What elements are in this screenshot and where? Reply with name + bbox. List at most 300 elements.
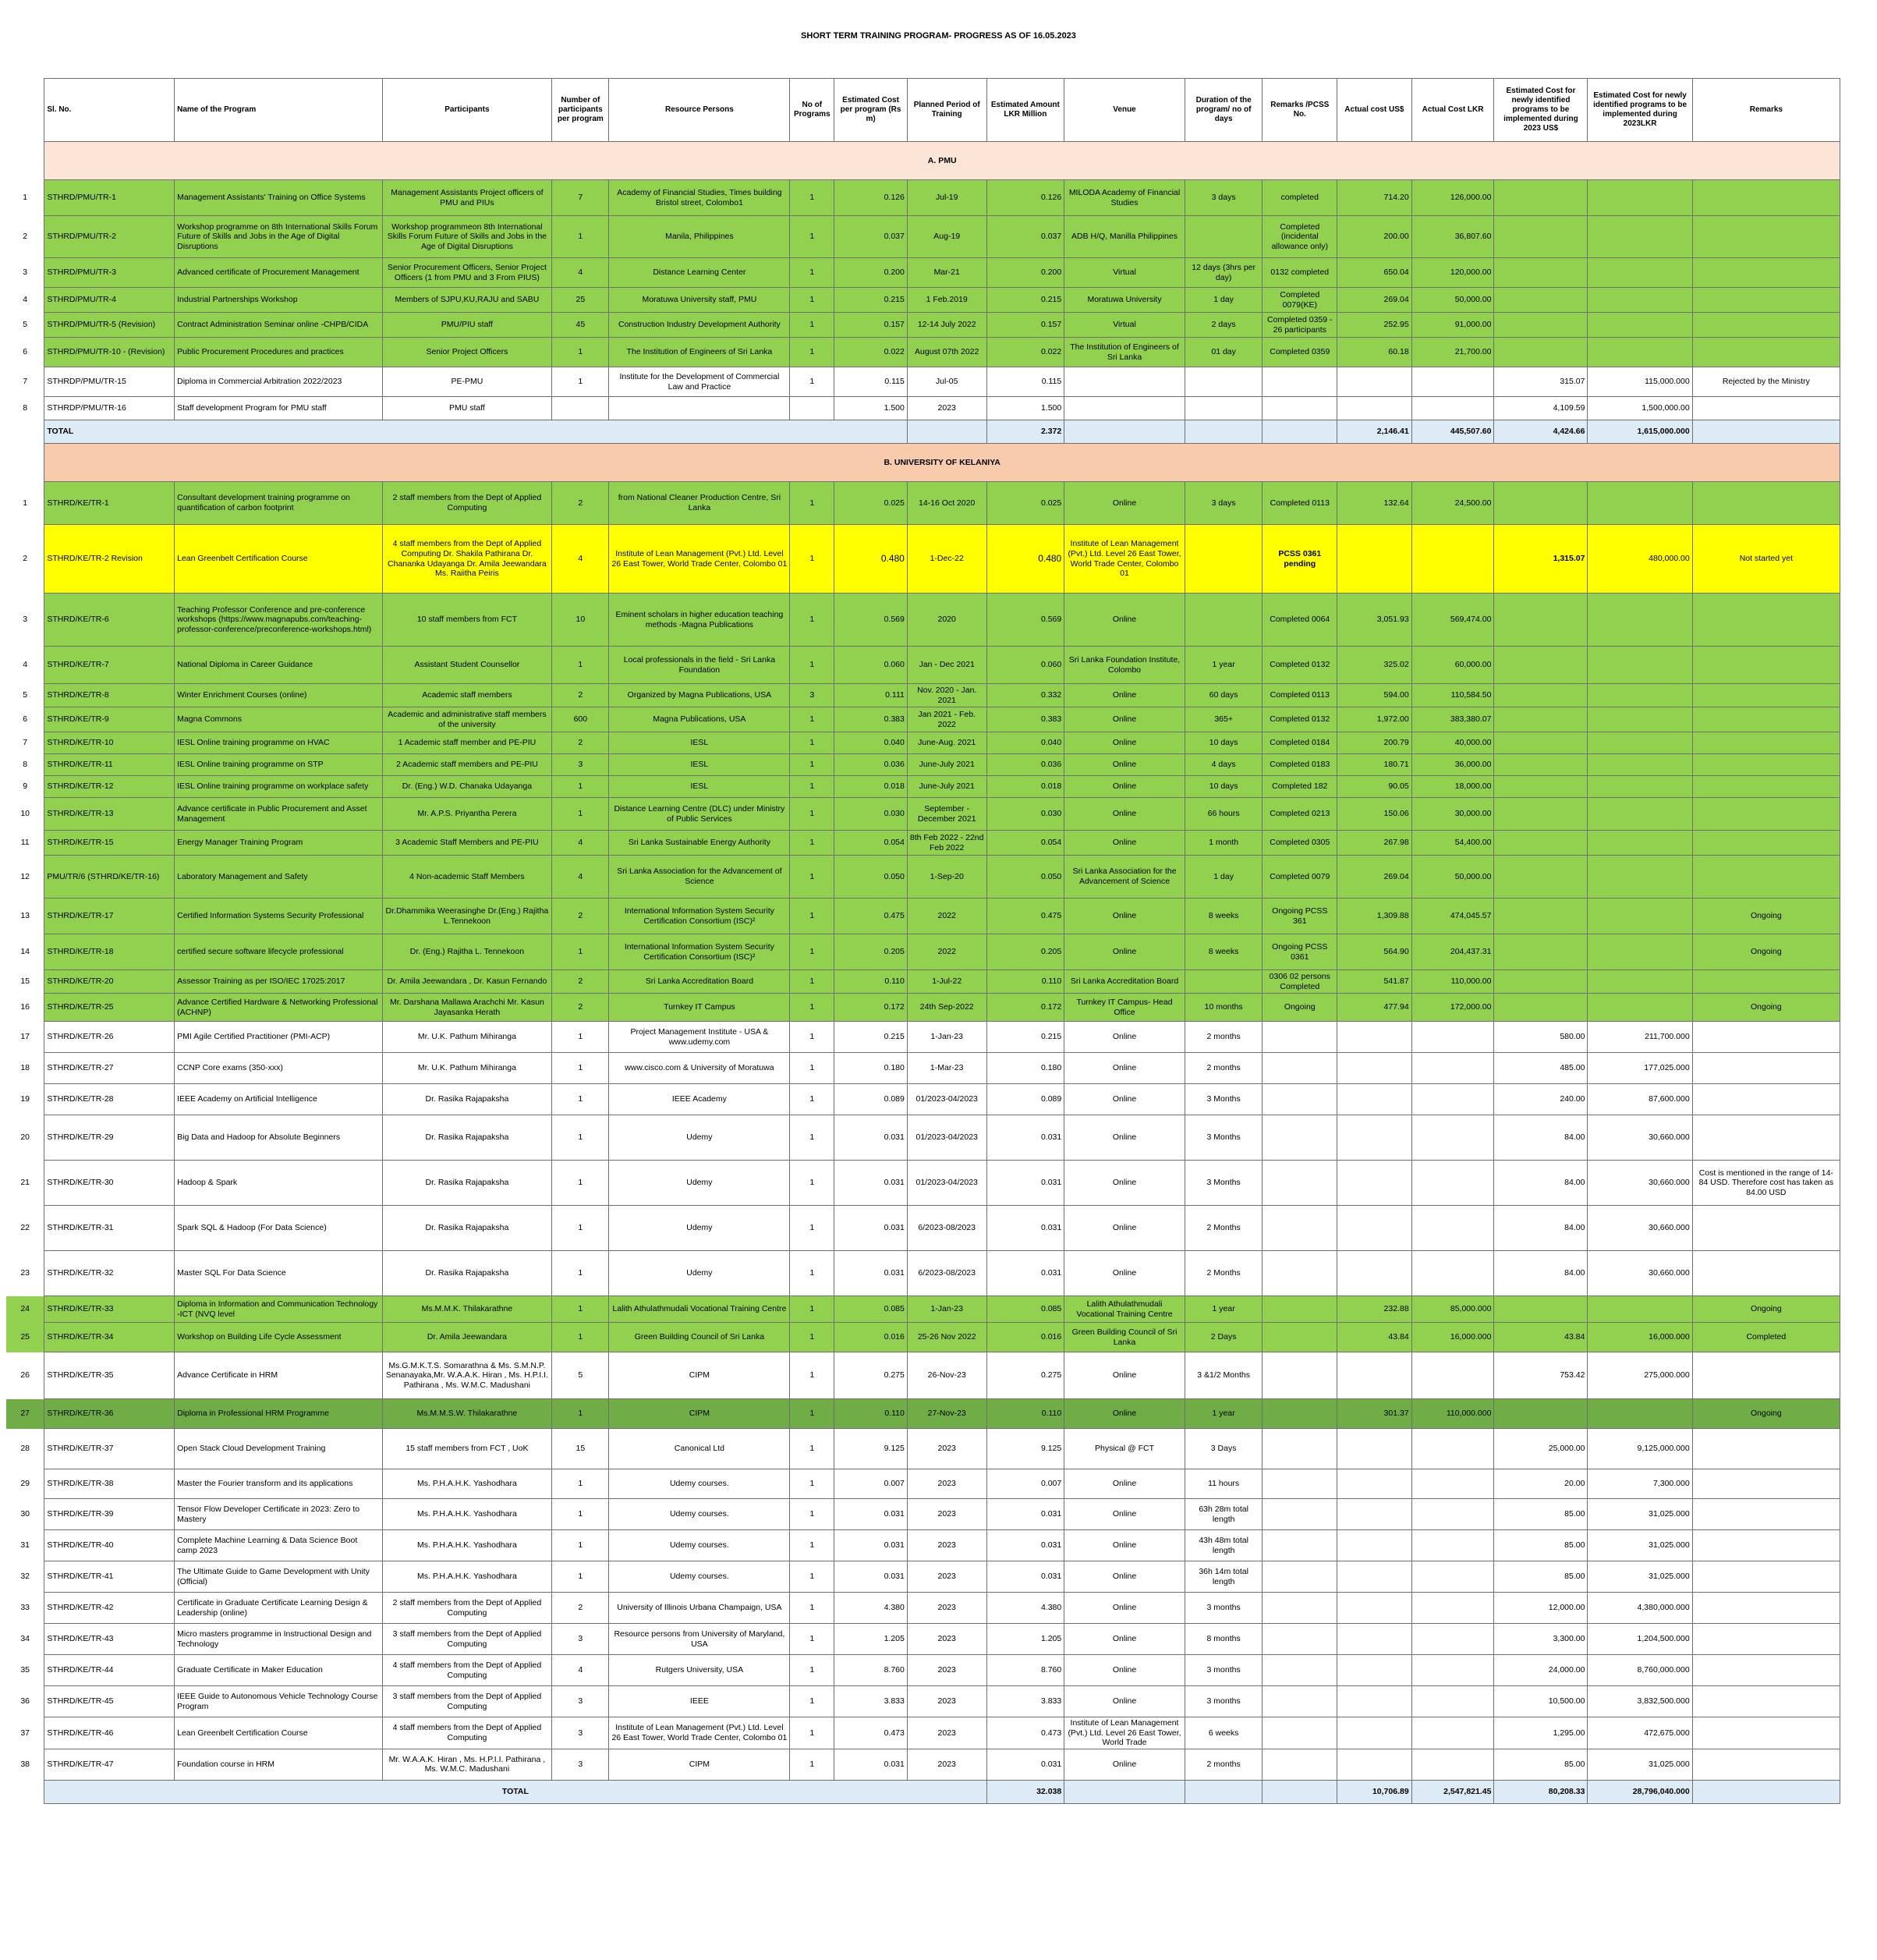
- cell-new-cost-lkr: 30,660.000: [1588, 1161, 1692, 1206]
- cell-venue: Online: [1064, 1686, 1185, 1717]
- cell-actual-cost-lkr: 91,000.00: [1411, 313, 1494, 338]
- cell-new-cost-lkr: 31,025.000: [1588, 1749, 1692, 1780]
- cell-remarks-pcss: Completed 0359: [1263, 338, 1337, 367]
- cell-venue: Online: [1064, 707, 1185, 732]
- row-index: 22: [6, 1206, 44, 1251]
- cell-participants: Dr. Rasika Rajapaksha: [382, 1251, 552, 1296]
- cell-resource-persons: Udemy: [609, 1161, 790, 1206]
- cell-remarks-pcss: Ongoing: [1263, 994, 1337, 1022]
- header-program-name: Name of the Program: [175, 79, 382, 142]
- cell-planned-period: 2023: [907, 397, 986, 420]
- page-title: SHORT TERM TRAINING PROGRAM- PROGRESS AS OF 16.05.2023: [801, 31, 1076, 41]
- cell-planned-period: 27-Nov-23: [907, 1399, 986, 1429]
- header-resource-persons: Resource Persons: [609, 79, 790, 142]
- table-row: [6, 180, 1840, 216]
- cell-estimated-cost: 0.089: [834, 1084, 908, 1115]
- row-index: 8: [6, 754, 44, 776]
- cell-estimated-cost: 0.215: [834, 1022, 908, 1053]
- cell-remarks: [1692, 684, 1840, 707]
- cell-actual-cost-lkr: 85,000.000: [1411, 1296, 1494, 1323]
- cell-new-cost-lkr: 30,660.000: [1588, 1251, 1692, 1296]
- cell-participants: Ms.M.M.K. Thilakarathne: [382, 1296, 552, 1323]
- cell-num-participants: 1: [552, 1323, 609, 1352]
- cell-new-cost-usd: 4,109.59: [1494, 397, 1588, 420]
- cell-code: STHRD/KE/TR-9: [44, 707, 175, 732]
- cell-new-cost-lkr: 30,660.000: [1588, 1115, 1692, 1161]
- cell-actual-cost-lkr: 204,437.31: [1411, 934, 1494, 970]
- cell-venue: Online: [1064, 1161, 1185, 1206]
- cell-actual-cost-usd: [1337, 1022, 1412, 1053]
- cell-duration: 01 day: [1185, 338, 1263, 367]
- cell-estimated-amount: 0.215: [986, 288, 1064, 313]
- row-index: 27: [6, 1399, 44, 1429]
- cell-new-cost-usd: 1,315.07: [1494, 525, 1588, 594]
- cell-estimated-amount: 0.031: [986, 1749, 1064, 1780]
- cell-participants: Dr. Rasika Rajapaksha: [382, 1084, 552, 1115]
- header-remarks: Remarks: [1692, 79, 1840, 142]
- cell-participants: Senior Project Officers: [382, 338, 552, 367]
- cell-estimated-cost: 0.036: [834, 754, 908, 776]
- total-empty: [1692, 420, 1840, 444]
- cell-program-name: Tensor Flow Developer Certificate in 2023: Zero to Mastery: [175, 1499, 382, 1530]
- cell-program-name: Micro masters programme in Instructional Design and Technology: [175, 1624, 382, 1655]
- cell-duration: 3 months: [1185, 1655, 1263, 1686]
- cell-estimated-cost: 0.180: [834, 1053, 908, 1084]
- cell-no-of-programs: 1: [790, 1296, 834, 1323]
- cell-resource-persons: CIPM: [609, 1749, 790, 1780]
- cell-num-participants: 1: [552, 1469, 609, 1499]
- cell-duration: 1 year: [1185, 647, 1263, 684]
- cell-estimated-amount: 0.332: [986, 684, 1064, 707]
- cell-participants: Ms. P.H.A.H.K. Yashodhara: [382, 1561, 552, 1593]
- cell-participants: Assistant Student Counsellor: [382, 647, 552, 684]
- cell-no-of-programs: 1: [790, 1593, 834, 1624]
- cell-new-cost-usd: 10,500.00: [1494, 1686, 1588, 1717]
- cell-estimated-amount: 0.030: [986, 798, 1064, 831]
- cell-actual-cost-lkr: [1411, 1624, 1494, 1655]
- header-num-participants: Number of participants per program: [552, 79, 609, 142]
- table-row: [6, 338, 1840, 367]
- cell-resource-persons: IESL: [609, 776, 790, 798]
- cell-venue: Institute of Lean Management (Pvt.) Ltd. Level 26 East Tower, World Trade: [1064, 1717, 1185, 1749]
- cell-estimated-amount: 0.060: [986, 647, 1064, 684]
- total-new-lkr: 1,615,000.000: [1588, 420, 1692, 444]
- cell-resource-persons: Green Building Council of Sri Lanka: [609, 1323, 790, 1352]
- cell-actual-cost-usd: [1337, 367, 1412, 397]
- cell-estimated-cost: 0.031: [834, 1499, 908, 1530]
- cell-program-name: Industrial Partnerships Workshop: [175, 288, 382, 313]
- cell-num-participants: 2: [552, 684, 609, 707]
- cell-resource-persons: Distance Learning Center: [609, 258, 790, 288]
- total-empty: [1064, 1780, 1185, 1803]
- cell-program-name: Assessor Training as per ISO/IEC 17025:2017: [175, 970, 382, 994]
- cell-actual-cost-lkr: 54,400.00: [1411, 831, 1494, 856]
- cell-actual-cost-usd: [1337, 1429, 1412, 1469]
- cell-program-name: National Diploma in Career Guidance: [175, 647, 382, 684]
- cell-new-cost-usd: 85.00: [1494, 1530, 1588, 1561]
- total-empty: [1064, 420, 1185, 444]
- cell-estimated-cost: 0.473: [834, 1717, 908, 1749]
- cell-venue: Online: [1064, 831, 1185, 856]
- cell-remarks: [1692, 594, 1840, 647]
- cell-new-cost-lkr: [1588, 1399, 1692, 1429]
- cell-venue: Online: [1064, 1053, 1185, 1084]
- cell-venue: Online: [1064, 732, 1185, 754]
- row-index: 35: [6, 1655, 44, 1686]
- header-estimated-cost: Estimated Cost per program (Rs m): [834, 79, 908, 142]
- cell-duration: 3 &1/2 Months: [1185, 1352, 1263, 1399]
- cell-code: STHRD/KE/TR-27: [44, 1053, 175, 1084]
- cell-new-cost-lkr: [1588, 288, 1692, 313]
- cell-estimated-cost: 0.111: [834, 684, 908, 707]
- cell-remarks-pcss: [1263, 1717, 1337, 1749]
- cell-remarks: Ongoing: [1692, 994, 1840, 1022]
- cell-estimated-cost: 0.022: [834, 338, 908, 367]
- cell-actual-cost-usd: 200.00: [1337, 216, 1412, 258]
- cell-new-cost-lkr: [1588, 684, 1692, 707]
- cell-remarks-pcss: [1263, 1561, 1337, 1593]
- cell-new-cost-usd: 85.00: [1494, 1499, 1588, 1530]
- cell-resource-persons: www.cisco.com & University of Moratuwa: [609, 1053, 790, 1084]
- cell-num-participants: 1: [552, 1251, 609, 1296]
- row-index: 14: [6, 934, 44, 970]
- cell-num-participants: 3: [552, 1717, 609, 1749]
- table-row: [6, 898, 1840, 934]
- cell-num-participants: 10: [552, 594, 609, 647]
- cell-num-participants: 1: [552, 1561, 609, 1593]
- cell-actual-cost-usd: 269.04: [1337, 856, 1412, 898]
- cell-remarks-pcss: Completed 0213: [1263, 798, 1337, 831]
- row-index: 4: [6, 288, 44, 313]
- cell-program-name: IESL Online training programme on HVAC: [175, 732, 382, 754]
- cell-planned-period: 14-16 Oct 2020: [907, 482, 986, 525]
- table-row: [6, 934, 1840, 970]
- cell-planned-period: 2023: [907, 1593, 986, 1624]
- table-row: [6, 1206, 1840, 1251]
- cell-remarks: [1692, 856, 1840, 898]
- total-actual-lkr: 445,507.60: [1411, 420, 1494, 444]
- row-index: 21: [6, 1161, 44, 1206]
- table-row: [6, 594, 1840, 647]
- table-row: [6, 1022, 1840, 1053]
- cell-remarks: Completed: [1692, 1323, 1840, 1352]
- table-row: [6, 1686, 1840, 1717]
- cell-participants: Mr. W.A.A.K. Hiran , Ms. H.P.I.I. Pathirana , Ms. W.M.C. Madushani: [382, 1749, 552, 1780]
- cell-new-cost-lkr: 9,125,000.000: [1588, 1429, 1692, 1469]
- cell-planned-period: 2023: [907, 1749, 986, 1780]
- cell-no-of-programs: 1: [790, 482, 834, 525]
- cell-estimated-cost: 0.569: [834, 594, 908, 647]
- cell-actual-cost-usd: [1337, 397, 1412, 420]
- section-header: [6, 444, 1840, 482]
- table-row: [6, 1115, 1840, 1161]
- cell-new-cost-lkr: 472,675.000: [1588, 1717, 1692, 1749]
- cell-num-participants: 1: [552, 1161, 609, 1206]
- cell-code: STHRD/KE/TR-44: [44, 1655, 175, 1686]
- cell-estimated-cost: 8.760: [834, 1655, 908, 1686]
- cell-participants: 4 Non-academic Staff Members: [382, 856, 552, 898]
- cell-remarks: Rejected by the Ministry: [1692, 367, 1840, 397]
- cell-resource-persons: Sri Lanka Sustainable Energy Authority: [609, 831, 790, 856]
- cell-participants: Academic staff members: [382, 684, 552, 707]
- cell-resource-persons: from National Cleaner Production Centre, Sri Lanka: [609, 482, 790, 525]
- cell-estimated-cost: 0.031: [834, 1206, 908, 1251]
- cell-estimated-cost: 0.110: [834, 1399, 908, 1429]
- cell-planned-period: 1 Feb.2019: [907, 288, 986, 313]
- table-row: [6, 525, 1840, 594]
- header-venue: Venue: [1064, 79, 1185, 142]
- cell-actual-cost-lkr: [1411, 1749, 1494, 1780]
- cell-no-of-programs: 1: [790, 994, 834, 1022]
- cell-actual-cost-usd: 232.88: [1337, 1296, 1412, 1323]
- total-row: [6, 420, 1840, 444]
- cell-planned-period: 2023: [907, 1530, 986, 1561]
- cell-remarks: [1692, 831, 1840, 856]
- cell-new-cost-usd: 315.07: [1494, 367, 1588, 397]
- cell-estimated-amount: 9.125: [986, 1429, 1064, 1469]
- total-spacer: [6, 420, 44, 444]
- cell-remarks-pcss: [1263, 1115, 1337, 1161]
- cell-remarks: [1692, 1429, 1840, 1469]
- cell-remarks: [1692, 732, 1840, 754]
- cell-duration: 2 months: [1185, 1022, 1263, 1053]
- cell-estimated-amount: 0.200: [986, 258, 1064, 288]
- cell-num-participants: 2: [552, 1593, 609, 1624]
- cell-estimated-amount: 0.480: [986, 525, 1064, 594]
- cell-resource-persons: Udemy courses.: [609, 1499, 790, 1530]
- cell-venue: Online: [1064, 1352, 1185, 1399]
- cell-estimated-amount: 0.031: [986, 1206, 1064, 1251]
- cell-no-of-programs: 1: [790, 1749, 834, 1780]
- cell-new-cost-usd: 24,000.00: [1494, 1655, 1588, 1686]
- cell-remarks: [1692, 1593, 1840, 1624]
- cell-remarks: [1692, 1022, 1840, 1053]
- cell-resource-persons: Distance Learning Centre (DLC) under Ministry of Public Services: [609, 798, 790, 831]
- total-empty: [1263, 420, 1337, 444]
- cell-program-name: IEEE Academy on Artificial Intelligence: [175, 1084, 382, 1115]
- cell-planned-period: 26-Nov-23: [907, 1352, 986, 1399]
- cell-code: STHRD/KE/TR-31: [44, 1206, 175, 1251]
- cell-duration: [1185, 525, 1263, 594]
- cell-code: STHRD/KE/TR-28: [44, 1084, 175, 1115]
- cell-participants: 2 staff members from the Dept of Applied Computing: [382, 482, 552, 525]
- cell-actual-cost-usd: 541.87: [1337, 970, 1412, 994]
- cell-num-participants: 1: [552, 1115, 609, 1161]
- cell-new-cost-usd: [1494, 216, 1588, 258]
- cell-planned-period: 2020: [907, 594, 986, 647]
- cell-new-cost-lkr: [1588, 754, 1692, 776]
- cell-planned-period: Jul-19: [907, 180, 986, 216]
- total-empty: [1185, 420, 1263, 444]
- cell-venue: Online: [1064, 1655, 1185, 1686]
- cell-planned-period: 2022: [907, 898, 986, 934]
- cell-planned-period: 8th Feb 2022 - 22nd Feb 2022: [907, 831, 986, 856]
- cell-estimated-cost: 0.031: [834, 1749, 908, 1780]
- cell-new-cost-usd: [1494, 707, 1588, 732]
- cell-estimated-amount: 0.031: [986, 1561, 1064, 1593]
- cell-venue: The Institution of Engineers of Sri Lanka: [1064, 338, 1185, 367]
- cell-participants: Ms.M.M.S.W. Thilakarathne: [382, 1399, 552, 1429]
- cell-remarks-pcss: [1263, 1296, 1337, 1323]
- cell-num-participants: 1: [552, 338, 609, 367]
- cell-estimated-amount: 0.180: [986, 1053, 1064, 1084]
- cell-estimated-amount: 3.833: [986, 1686, 1064, 1717]
- cell-actual-cost-lkr: [1411, 1593, 1494, 1624]
- cell-new-cost-usd: 84.00: [1494, 1161, 1588, 1206]
- cell-code: STHRD/KE/TR-33: [44, 1296, 175, 1323]
- section-title: B. UNIVERSITY OF KELANIYA: [44, 444, 1840, 482]
- cell-estimated-amount: 0.569: [986, 594, 1064, 647]
- cell-duration: [1185, 367, 1263, 397]
- cell-estimated-amount: 0.110: [986, 1399, 1064, 1429]
- cell-venue: Virtual: [1064, 258, 1185, 288]
- cell-remarks: [1692, 338, 1840, 367]
- cell-resource-persons: Canonical Ltd: [609, 1429, 790, 1469]
- table-row: [6, 1084, 1840, 1115]
- header-remarks-pcss: Remarks /PCSS No.: [1263, 79, 1337, 142]
- cell-venue: Online: [1064, 1022, 1185, 1053]
- cell-estimated-cost: 0.031: [834, 1561, 908, 1593]
- cell-new-cost-usd: 3,300.00: [1494, 1624, 1588, 1655]
- cell-remarks: Ongoing: [1692, 1399, 1840, 1429]
- cell-actual-cost-lkr: [1411, 1561, 1494, 1593]
- cell-remarks-pcss: PCSS 0361 pending: [1263, 525, 1337, 594]
- cell-code: STHRD/KE/TR-41: [44, 1561, 175, 1593]
- cell-new-cost-lkr: [1588, 1296, 1692, 1323]
- table-row: [6, 1352, 1840, 1399]
- row-index: 32: [6, 1561, 44, 1593]
- cell-actual-cost-lkr: 120,000.00: [1411, 258, 1494, 288]
- cell-participants: Dr. Amila Jeewandara: [382, 1323, 552, 1352]
- cell-new-cost-usd: 485.00: [1494, 1053, 1588, 1084]
- cell-resource-persons: The Institution of Engineers of Sri Lanka: [609, 338, 790, 367]
- cell-remarks-pcss: [1263, 1429, 1337, 1469]
- cell-participants: 3 staff members from the Dept of Applied Computing: [382, 1686, 552, 1717]
- cell-code: STHRD/PMU/TR-2: [44, 216, 175, 258]
- cell-resource-persons: Manila, Philippines: [609, 216, 790, 258]
- cell-estimated-cost: 1.500: [834, 397, 908, 420]
- cell-planned-period: Jan 2021 - Feb. 2022: [907, 707, 986, 732]
- cell-estimated-amount: 0.115: [986, 367, 1064, 397]
- cell-estimated-cost: 0.040: [834, 732, 908, 754]
- cell-resource-persons: International Information System Security Certification Consortium (ISC)²: [609, 934, 790, 970]
- cell-actual-cost-usd: 60.18: [1337, 338, 1412, 367]
- cell-remarks: [1692, 1561, 1840, 1593]
- cell-remarks-pcss: [1263, 367, 1337, 397]
- cell-remarks-pcss: Ongoing PCSS 361: [1263, 898, 1337, 934]
- cell-no-of-programs: 1: [790, 1206, 834, 1251]
- cell-num-participants: 3: [552, 1686, 609, 1717]
- cell-program-name: IEEE Guide to Autonomous Vehicle Technology Course Program: [175, 1686, 382, 1717]
- cell-planned-period: 6/2023-08/2023: [907, 1206, 986, 1251]
- cell-participants: 3 Academic Staff Members and PE-PIU: [382, 831, 552, 856]
- cell-estimated-amount: 0.031: [986, 1115, 1064, 1161]
- cell-duration: 3 Months: [1185, 1084, 1263, 1115]
- cell-program-name: Foundation course in HRM: [175, 1749, 382, 1780]
- cell-new-cost-lkr: [1588, 934, 1692, 970]
- cell-new-cost-usd: 85.00: [1494, 1749, 1588, 1780]
- header-no-of-programs: No of Programs: [790, 79, 834, 142]
- table-row: [6, 1624, 1840, 1655]
- cell-remarks-pcss: Completed 0132: [1263, 707, 1337, 732]
- row-index: 8: [6, 397, 44, 420]
- cell-remarks: [1692, 1655, 1840, 1686]
- table-row: [6, 1561, 1840, 1593]
- cell-resource-persons: Institute for the Development of Commercial Law and Practice: [609, 367, 790, 397]
- cell-remarks-pcss: [1263, 1251, 1337, 1296]
- cell-code: STHRD/KE/TR-26: [44, 1022, 175, 1053]
- cell-new-cost-usd: [1494, 594, 1588, 647]
- row-index: 1: [6, 180, 44, 216]
- cell-program-name: Management Assistants' Training on Office Systems: [175, 180, 382, 216]
- table-row: [6, 1053, 1840, 1084]
- cell-estimated-amount: 0.022: [986, 338, 1064, 367]
- cell-participants: Dr. Rasika Rajapaksha: [382, 1206, 552, 1251]
- cell-resource-persons: Rutgers University, USA: [609, 1655, 790, 1686]
- cell-program-name: PMI Agile Certified Practitioner (PMI-ACP): [175, 1022, 382, 1053]
- cell-code: STHRD/KE/TR-2 Revision: [44, 525, 175, 594]
- cell-resource-persons: Udemy courses.: [609, 1561, 790, 1593]
- cell-duration: 8 months: [1185, 1624, 1263, 1655]
- cell-actual-cost-lkr: 30,000.00: [1411, 798, 1494, 831]
- cell-venue: Online: [1064, 482, 1185, 525]
- cell-new-cost-usd: 20.00: [1494, 1469, 1588, 1499]
- row-index: 18: [6, 1053, 44, 1084]
- cell-participants: 10 staff members from FCT: [382, 594, 552, 647]
- cell-num-participants: 4: [552, 258, 609, 288]
- cell-num-participants: 7: [552, 180, 609, 216]
- cell-program-name: Teaching Professor Conference and pre-conference workshops (https://www.magnapubs.com/teaching-professor-conference/preconference-workshops.html): [175, 594, 382, 647]
- cell-code: STHRD/KE/TR-34: [44, 1323, 175, 1352]
- cell-actual-cost-usd: [1337, 525, 1412, 594]
- cell-new-cost-lkr: 1,500,000.00: [1588, 397, 1692, 420]
- cell-new-cost-lkr: [1588, 180, 1692, 216]
- cell-resource-persons: [609, 397, 790, 420]
- cell-venue: Lalith Athulathmudali Vocational Training Centre: [1064, 1296, 1185, 1323]
- cell-estimated-cost: 4.380: [834, 1593, 908, 1624]
- cell-new-cost-lkr: [1588, 707, 1692, 732]
- cell-code: STHRDP/PMU/TR-16: [44, 397, 175, 420]
- row-index: 6: [6, 338, 44, 367]
- cell-new-cost-lkr: 7,300.000: [1588, 1469, 1692, 1499]
- cell-program-name: Spark SQL & Hadoop (For Data Science): [175, 1206, 382, 1251]
- total-spacer: [6, 1780, 44, 1803]
- total-empty: [1692, 1780, 1840, 1803]
- cell-new-cost-lkr: 30,660.000: [1588, 1206, 1692, 1251]
- cell-remarks: [1692, 288, 1840, 313]
- cell-planned-period: 1-Sep-20: [907, 856, 986, 898]
- cell-resource-persons: Resource persons from University of Maryland, USA: [609, 1624, 790, 1655]
- cell-new-cost-lkr: [1588, 831, 1692, 856]
- cell-participants: Academic and administrative staff members of the university: [382, 707, 552, 732]
- cell-actual-cost-lkr: 40,000.00: [1411, 732, 1494, 754]
- cell-estimated-amount: 0.016: [986, 1323, 1064, 1352]
- cell-remarks: [1692, 1469, 1840, 1499]
- cell-remarks: [1692, 1352, 1840, 1399]
- cell-no-of-programs: 1: [790, 1530, 834, 1561]
- row-index: 37: [6, 1717, 44, 1749]
- cell-resource-persons: Udemy courses.: [609, 1469, 790, 1499]
- cell-actual-cost-lkr: [1411, 1686, 1494, 1717]
- cell-new-cost-usd: [1494, 994, 1588, 1022]
- cell-duration: 3 days: [1185, 180, 1263, 216]
- cell-remarks-pcss: 0306 02 persons Completed: [1263, 970, 1337, 994]
- cell-code: STHRD/KE/TR-43: [44, 1624, 175, 1655]
- header-sl-no: Sl. No.: [44, 79, 175, 142]
- cell-actual-cost-usd: [1337, 1624, 1412, 1655]
- cell-program-name: Certified Information Systems Security Professional: [175, 898, 382, 934]
- section-spacer: [6, 444, 44, 482]
